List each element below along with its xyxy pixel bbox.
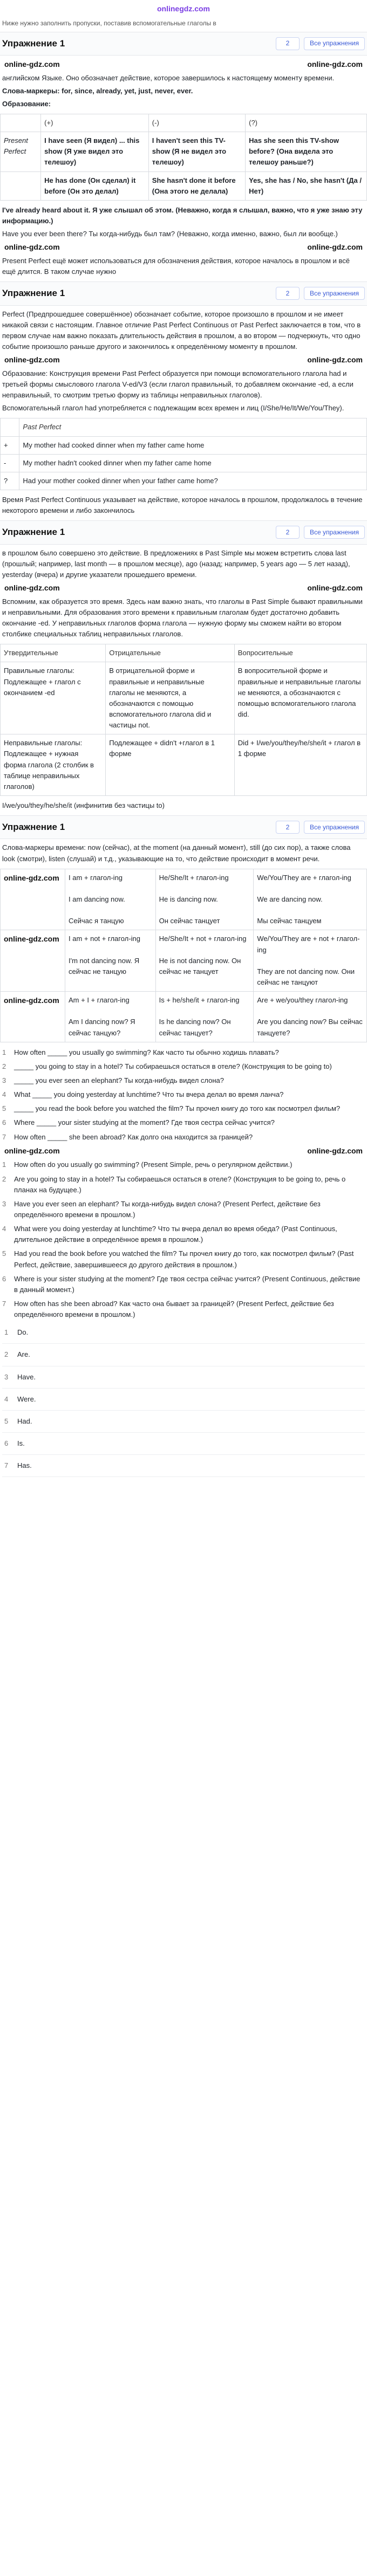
table-cell: + [1,436,19,454]
list-item: 3 _____ you ever seen an elephant? Ты когда-нибудь видел слона? [2,1076,225,1084]
list-item: 6 Where _____ your sister studying at the moment? Где твоя сестра сейчас учится? [2,1118,275,1127]
paragraph: Слова-маркеры времени: now (сейчас), at the moment (на данный момент), still (до сих пор), а также слова look (смотри), listen (слушай) и т.д., указывающие на то, что действие происходит в момент речи. [2,843,351,863]
table-cell: Did + I/we/you/they/he/she/it + глагол в 1 форме [234,734,366,796]
table-cell: Are + we/you/they глагол-ing Are you dancing now? Вы сейчас танцуете? [254,992,367,1042]
table-head-cell: Past Perfect [19,418,367,436]
watermark: online-gdz.com [4,996,59,1005]
answer-row: 1 Do. [2,1322,365,1344]
paragraph: в прошлом было совершено это действие. В предложениях в Past Simple мы можем встретить слова last (прошлый; например, last month — в прошлом месяце), ago (назад; например, 5 years ago — 5 лет назад), yesterday (вчера) и другие указатели прошедшего времени. [2,548,350,579]
table-row [1,472,367,490]
watermark: online-gdz.com [307,583,363,593]
list-item: 3 Have you ever seen an elephant? Ты когда-нибудь видел слона? (Present Perfect, действие без определённого времени в прошлом.) [2,1199,321,1219]
all-exercises-button[interactable]: Все упражнения [304,287,365,300]
watermark-row [0,581,367,595]
markers-line: Слова-маркеры: for, since, already, yet, just, never, ever. [2,86,193,95]
answer-row: 3 Have. [2,1366,365,1389]
table-cell: My mother hadn't cooked dinner when my father came home [19,454,367,472]
answer-list [0,1322,367,1477]
list-item: 4 What _____ you doing yesterday at lunchtime? Что ты вчера делал во время ланча? [2,1090,284,1099]
table-row [1,436,367,454]
table-cell [1,930,65,992]
answer-row: 7 Has. [2,1455,365,1477]
paragraph: Вспомним, как образуется это время. Здесь нам важно знать, что глаголы в Past Simple бывают правильными и неправильными. Для образования этого времени к правильным глаголам будет достаточно добавить окончание -ed. У неправильных глаголов форма глагола — нужную форму мы сможем найти во втором столбике специальных таблиц неправильных глаголов. [2,597,363,638]
watermark: online-gdz.com [4,1146,60,1155]
watermark-row [0,58,367,72]
table-cell: В вопросительной форме и правильные и неправильные глаголы не меняются, а обозначаются с помощью вспомогательного глагола did. [234,662,366,734]
watermark: online-gdz.com [307,243,363,252]
table-cell: She hasn't done it before (Она этого не делала) [148,171,245,200]
watermark: online-gdz.com [4,873,59,882]
table-cell: He has done (Он сделал) it before (Он это делал) [41,171,149,200]
table-head-cell: (+) [41,114,149,132]
list-item: 7 How often has she been abroad? Как часто она бывает за границей? (Present Perfect, действие без определённого времени в прошлом.) [2,1299,334,1319]
table-row [1,454,367,472]
list-item: 4 What were you doing yesterday at lunchtime? Что ты вчера делал во время обеда? (Past Continuous, длительное действие в определённое время в прошлом.) [2,1225,337,1244]
table-cell: My mother had cooked dinner when my father came home [19,436,367,454]
table-cell: В отрицательной форме и правильные и неправильные глаголы не меняются, а обозначаются с помощью вспомогательного глагола did и частицы not. [106,662,235,734]
table-row [1,132,367,171]
formation-label: Образование: [2,99,51,108]
all-exercises-button[interactable]: Все упражнения [304,526,365,539]
table-cell [1,171,41,200]
table-head-cell [1,114,41,132]
watermark: online-gdz.com [4,243,60,252]
table-cell: I am + not + глагол-ing I'm not dancing now. Я сейчас не танцую [65,930,156,992]
explanation-list [0,1158,367,1322]
list-item: 5 _____ you read the book before you watched the film? Ты прочел книгу до того как посмотрел фильм? [2,1104,341,1113]
paragraph: Время Past Perfect Continuous указывает на действие, которое началось в прошлом, продолжалось в течение некоторого времени и либо закончилось [2,496,363,515]
table-cell: ? [1,472,19,490]
table-cell: He/She/It + глагол-ing He is dancing now. Он сейчас танцует [155,869,254,930]
watermark: online-gdz.com [307,1146,363,1155]
table-head-cell [1,418,19,436]
table-cell [1,992,65,1042]
exercise-header [0,815,367,839]
table-cell: Am + I + глагол-ing Am I dancing now? Я сейчас танцую? [65,992,156,1042]
example-sentence: I've already heard about it. Я уже слышал об этом. (Неважно, когда я слышал, важно, что я уже знаю эту информацию.) [2,205,363,225]
table-cell [1,869,65,930]
present-continuous-table [0,869,367,1042]
table-cell: We/You/They are + not + глагол-ing They are not dancing now. Они сейчас не танцуют [254,930,367,992]
past-perfect-table [0,418,367,490]
paragraph: английском Языке. Оно обозначает действие, которое завершилось к настоящему моменту времени. [2,73,335,82]
table-row [1,734,367,796]
exercise-number-badge[interactable]: 2 [276,526,300,539]
watermark: online-gdz.com [4,59,60,68]
example-sentence: Have you ever been there? Ты когда-нибудь был там? (Неважно, когда именно, важно, был ли вообще.) [2,230,338,238]
paragraph: Present Perfect ещё может использоваться для обозначения действия, которое началось в прошлом и всё ещё длится. В таком случае нужно [2,257,350,276]
table-cell: Правильные глаголы: Подлежащее + глагол с окончанием -ed [1,662,106,734]
watermark: online-gdz.com [4,583,60,593]
exercise-header [0,32,367,56]
watermark: online-gdz.com [307,355,363,365]
intro-text: Ниже нужно заполнить пропуски, поставив вспомогательные глаголы в [2,19,216,27]
table-head-cell: Отрицательные [106,644,235,662]
table-row [1,662,367,734]
past-simple-table [0,644,367,796]
exercise-number-badge[interactable]: 2 [276,37,300,50]
table-cell: Had your mother cooked dinner when your father came home? [19,472,367,490]
table-row [1,171,367,200]
table-head-cell: Вопросительные [234,644,366,662]
table-row [1,869,367,930]
watermark-row [0,353,367,367]
exercise-title: Упражнение 1 [2,38,65,49]
answer-row: 6 Is. [2,1433,365,1455]
exercise-title: Упражнение 1 [2,822,65,833]
list-item: 5 Had you read the book before you watched the film? Ты прочел книгу до того, как посмотрел фильм? (Past Perfect, действие, завершившееся до другого действия в прошлом.) [2,1249,354,1269]
list-item: 1 How often do you usually go swimming? (Present Simple, речь о регулярном действии.) [2,1160,293,1169]
table-cell: Неправильные глаголы: Подлежащее + нужная форма глагола (2 столбик в таблице неправильных глаголов) [1,734,106,796]
table-cell: Present Perfect [1,132,41,171]
exercise-number-badge[interactable]: 2 [276,287,300,300]
list-item: 1 How often _____ you usually go swimming? Как часто ты обычно ходишь плавать? [2,1048,279,1056]
list-item: 7 How often _____ she been abroad? Как долго она находится за границей? [2,1132,253,1141]
exercise-title: Упражнение 1 [2,288,65,299]
watermark-row [0,1144,367,1158]
table-cell: He/She/It + not + глагол-ing He is not dancing now. Он сейчас не танцует [155,930,254,992]
table-cell: - [1,454,19,472]
list-item: 2 Are you going to stay in a hotel? Ты собираешься остаться в отеле? (Конструкция to be going to, речь о планах на будущее.) [2,1174,346,1194]
present-perfect-table [0,114,367,201]
table-head-cell: (-) [148,114,245,132]
table-cell: Yes, she has / No, she hasn't (Да / Нет) [246,171,367,200]
table-row [1,930,367,992]
watermark: online-gdz.com [4,935,59,944]
paragraph: Perfect (Предпрошедшее совершённое) обозначает событие, которое произошло в прошлом и не имеет никакой связи с настоящим. Главное отличие Past Perfect Continuous от Past Perfect заключается в том, что в первом случае нам важно показать длительность действия в прошлом, а во втором — подчеркнуть, что одно событие произошло раньше другого и закончилось к определённому моменту в прошлом. [2,310,361,351]
table-cell: I am + глагол-ing I am dancing now. Сейчас я танцую [65,869,156,930]
exercise-header [0,281,367,305]
all-exercises-button[interactable]: Все упражнения [304,821,365,834]
all-exercises-button[interactable]: Все упражнения [304,37,365,50]
table-cell: We/You/They are + глагол-ing We are dancing now. Мы сейчас танцуем [254,869,367,930]
table-head-cell: Утвердительные [1,644,106,662]
paragraph: Образование: Конструкция времени Past Perfect образуется при помощи вспомогательного глагола had и третьей формы смыслового глагола V-ed/V3 (если глагол правильный, то добавляем окончание -ed, а если неправильный, то смотрим третью форму из таблицы неправильных глаголов). [2,369,354,400]
table-cell: I have seen (Я видел) ... this show (Я уже видел это телешоу) [41,132,149,171]
watermark: online-gdz.com [307,59,363,68]
paragraph: Вспомогательный глагол had употребляется с подлежащим всех времен и лиц (I/She/He/It/We/You/They). [2,404,344,413]
paragraph: I/we/you/they/he/she/it (инфинитив без частицы to) [2,801,165,809]
table-cell: I haven't seen this TV-show (Я не видел это телешоу) [148,132,245,171]
site-logo[interactable]: onlinegdz.com [157,4,210,13]
table-row [1,992,367,1042]
list-item: 6 Where is your sister studying at the moment? Где твоя сестра сейчас учится? (Present Continuous, действие в данный момент.) [2,1274,361,1294]
table-cell: Подлежащее + didn't +глагол в 1 форме [106,734,235,796]
watermark-row [0,241,367,255]
list-item: 2 _____ you going to stay in a hotel? Ты собираешься остаться в отеле? (Конструкция to be going to) [2,1062,332,1070]
answer-row: 5 Had. [2,1411,365,1433]
answer-row: 2 Are. [2,1344,365,1366]
exercise-number-badge[interactable]: 2 [276,821,300,834]
exercise-title: Упражнение 1 [2,527,65,538]
table-cell: Has she seen this TV-show before? (Она видела это телешоу раньше?) [246,132,367,171]
exercise-header [0,520,367,544]
table-head-cell: (?) [246,114,367,132]
site-header [0,0,367,18]
answer-row: 4 Were. [2,1389,365,1411]
question-list [0,1046,367,1144]
table-cell: Is + he/she/it + глагол-ing Is he dancing now? Он сейчас танцует? [155,992,254,1042]
watermark: online-gdz.com [4,355,60,365]
